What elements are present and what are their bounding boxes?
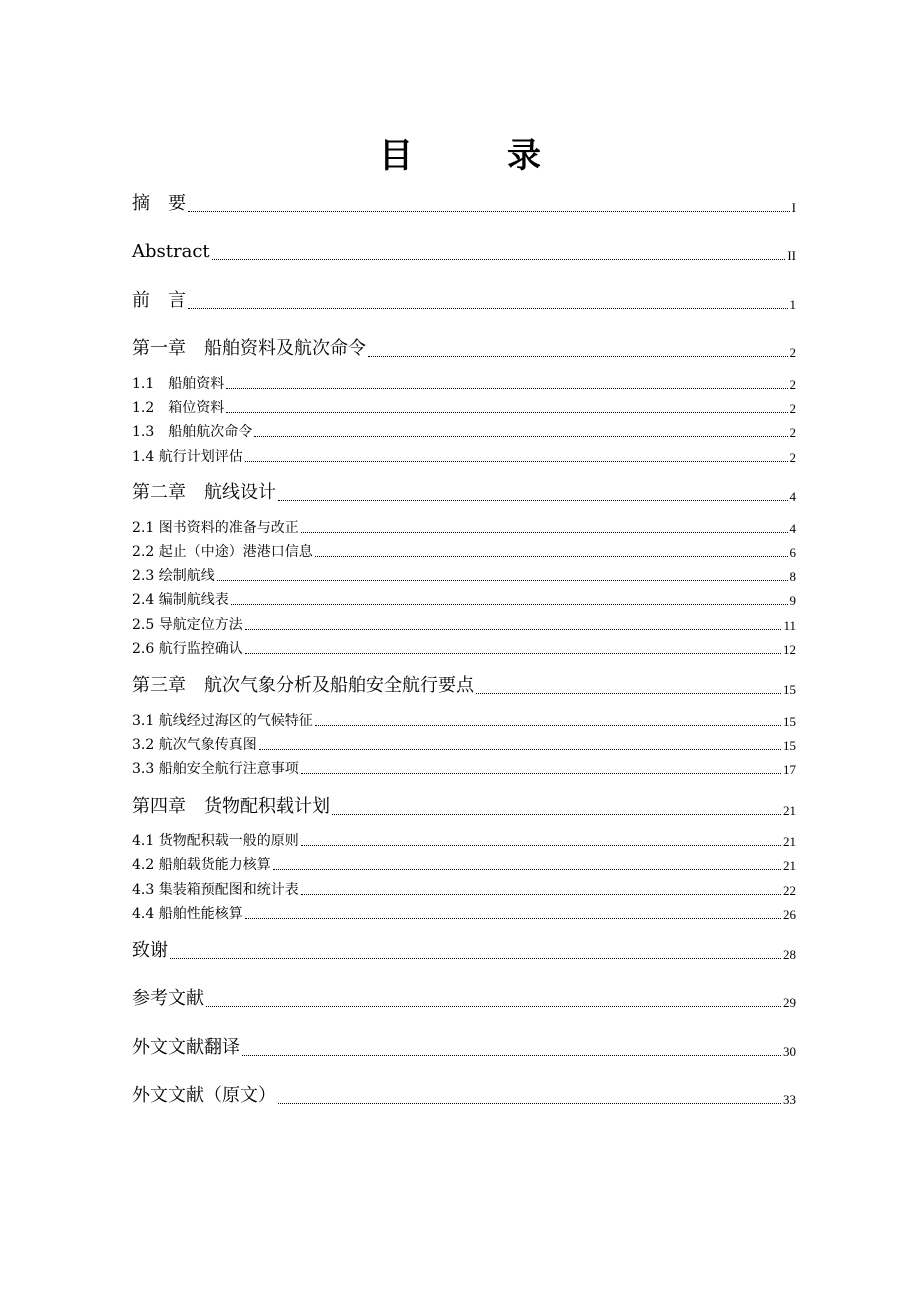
toc-entry-label: 3.3 船舶安全航行注意事项: [132, 761, 299, 777]
dot-leader: [245, 461, 788, 462]
toc-entry[interactable]: [132, 192, 796, 216]
toc-entry-label: 2.2 起止（中途）港港口信息: [132, 544, 313, 560]
dot-leader: [245, 918, 781, 919]
toc-entry[interactable]: [132, 375, 796, 393]
dot-leader: [231, 604, 788, 605]
toc-entry[interactable]: [132, 337, 796, 361]
dot-leader: [212, 259, 786, 260]
toc-entry[interactable]: [132, 905, 796, 923]
toc-entry-page: 30: [783, 1044, 796, 1059]
toc-entry-label: 4.3 集装箱预配图和统计表: [132, 882, 299, 898]
toc-entry[interactable]: [132, 987, 796, 1011]
toc-entry-label: 2.6 航行监控确认: [132, 641, 243, 657]
toc-entry-page: 6: [789, 545, 796, 560]
toc-entry-page: 15: [783, 714, 796, 729]
toc-entry-label: 1.3 船舶航次命令: [132, 424, 253, 440]
toc-entry-label: 2.4 编制航线表: [132, 592, 229, 608]
toc-entry-page: 1: [789, 297, 796, 312]
toc-entry-page: 21: [783, 858, 796, 873]
toc-entry[interactable]: [132, 939, 796, 963]
toc-entry-page: II: [787, 248, 796, 263]
toc-entry[interactable]: [132, 567, 796, 585]
toc-entry-label: 1.2 箱位资料: [132, 400, 225, 416]
toc-entry-page: 33: [783, 1092, 796, 1107]
dot-leader: [245, 653, 781, 654]
toc-entry-label: 1.4 航行计划评估: [132, 449, 243, 465]
toc-entry[interactable]: [132, 674, 796, 698]
toc-entry-page: 2: [789, 401, 796, 416]
toc-entry[interactable]: [132, 543, 796, 561]
dot-leader: [273, 869, 781, 870]
toc-entry-label: 4.2 船舶载货能力核算: [132, 857, 271, 873]
toc-entry-label: 致谢: [132, 940, 168, 961]
toc-entry-label: 4.4 船舶性能核算: [132, 906, 243, 922]
dot-leader: [332, 814, 781, 815]
dot-leader: [254, 436, 787, 437]
dot-leader: [315, 725, 781, 726]
dot-leader: [278, 500, 788, 501]
page-title: 目 录: [379, 136, 571, 176]
toc-entry[interactable]: [132, 856, 796, 874]
toc-entry-label: 第一章 船舶资料及航次命令: [132, 338, 366, 359]
toc-entry-label: 1.1 船舶资料: [132, 376, 225, 392]
toc-entry-label: 第二章 航线设计: [132, 482, 276, 503]
toc-entry[interactable]: [132, 519, 796, 537]
toc-entry-page: 17: [783, 762, 796, 777]
toc-entry[interactable]: [132, 1036, 796, 1060]
toc-entry-page: 2: [789, 425, 796, 440]
toc-entry[interactable]: [132, 240, 796, 264]
toc-entry-page: 4: [789, 489, 796, 504]
toc-entry[interactable]: [132, 481, 796, 505]
toc-entry-page: 2: [789, 345, 796, 360]
toc-entry-page: 15: [783, 682, 796, 697]
dot-leader: [188, 308, 788, 309]
toc-entry-label: 外文文献（原文）: [132, 1085, 276, 1106]
toc-entry-label: 第三章 航次气象分析及船舶安全航行要点: [132, 675, 474, 696]
toc-entry-page: 21: [783, 803, 796, 818]
toc-entry-page: I: [791, 200, 796, 215]
toc-entry-label: 前 言: [132, 290, 186, 311]
toc-entry[interactable]: [132, 712, 796, 730]
dot-leader: [206, 1006, 781, 1007]
toc-entry-page: 28: [783, 947, 796, 962]
dot-leader: [217, 580, 788, 581]
toc-entry-label: 3.2 航次气象传真图: [132, 737, 257, 753]
dot-leader: [226, 412, 787, 413]
dot-leader: [301, 532, 788, 533]
toc-entry[interactable]: [132, 423, 796, 441]
toc-entry[interactable]: [132, 760, 796, 778]
toc-entry[interactable]: [132, 640, 796, 658]
toc-entry[interactable]: [132, 448, 796, 466]
toc-entry-label: 2.1 图书资料的准备与改正: [132, 520, 299, 536]
toc-entry-page: 8: [789, 569, 796, 584]
toc-entry[interactable]: [132, 591, 796, 609]
toc-entry-label: 3.1 航线经过海区的气候特征: [132, 713, 313, 729]
toc-entry-page: 11: [783, 618, 796, 633]
dot-leader: [245, 629, 782, 630]
toc-entry-page: 12: [783, 642, 796, 657]
toc-entry-label: 参考文献: [132, 988, 204, 1009]
toc-entry[interactable]: [132, 795, 796, 819]
toc-entry-label: 2.5 导航定位方法: [132, 617, 243, 633]
table-of-contents: [132, 0, 796, 1302]
dot-leader: [188, 211, 790, 212]
dot-leader: [476, 693, 781, 694]
dot-leader: [301, 773, 781, 774]
toc-entry-label: Abstract: [132, 241, 210, 262]
dot-leader: [315, 556, 788, 557]
dot-leader: [278, 1103, 781, 1104]
toc-entry-label: 摘 要: [132, 193, 186, 214]
toc-entry-page: 15: [783, 738, 796, 753]
toc-entry[interactable]: [132, 832, 796, 850]
toc-entry-label: 2.3 绘制航线: [132, 568, 215, 584]
toc-entry[interactable]: [132, 616, 796, 634]
toc-entry[interactable]: [132, 1084, 796, 1108]
toc-entry-label: 第四章 货物配积载计划: [132, 796, 330, 817]
toc-entry-label: 4.1 货物配积载一般的原则: [132, 833, 299, 849]
toc-entry-page: 22: [783, 883, 796, 898]
dot-leader: [301, 894, 781, 895]
dot-leader: [170, 958, 781, 959]
dot-leader: [301, 845, 781, 846]
dot-leader: [368, 356, 788, 357]
toc-entry[interactable]: [132, 736, 796, 754]
dot-leader: [242, 1055, 781, 1056]
toc-entry[interactable]: [132, 289, 796, 313]
dot-leader: [226, 388, 787, 389]
toc-entry-page: 2: [789, 450, 796, 465]
toc-entry-page: 9: [789, 593, 796, 608]
dot-leader: [259, 749, 781, 750]
toc-entry-page: 29: [783, 995, 796, 1010]
toc-entry[interactable]: [132, 399, 796, 417]
toc-entry-page: 26: [783, 907, 796, 922]
toc-entry-label: 外文文献翻译: [132, 1037, 240, 1058]
toc-entry[interactable]: [132, 881, 796, 899]
toc-entry-page: 21: [783, 834, 796, 849]
toc-entry-page: 4: [789, 521, 796, 536]
toc-entry-page: 2: [789, 377, 796, 392]
